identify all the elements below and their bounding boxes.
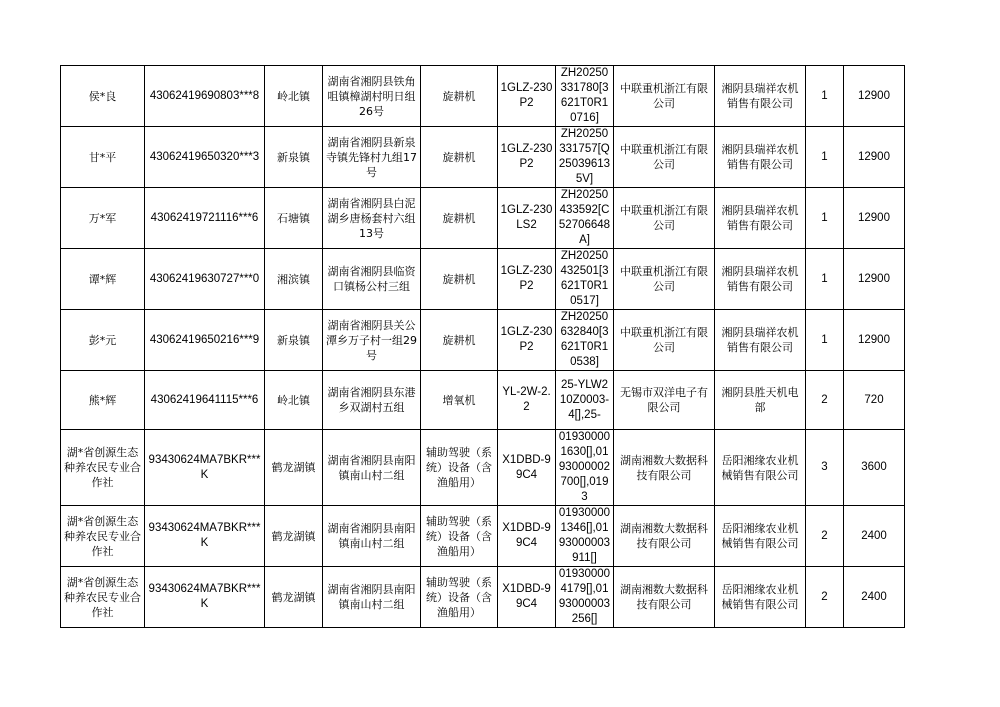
table-row <box>61 249 905 310</box>
manufacturer-cell: 湖南湘数大数据科技有限公司 <box>614 567 715 628</box>
model-cell: 1GLZ-230P2 <box>498 249 556 310</box>
town-cell: 湘滨镇 <box>265 249 323 310</box>
manufacturer-cell: 湖南湘数大数据科技有限公司 <box>614 430 715 506</box>
manufacturer-cell: 湖南湘数大数据科技有限公司 <box>614 506 715 567</box>
model-cell: X1DBD-99C4 <box>498 506 556 567</box>
applicant-name-cell: 谭*辉 <box>61 249 145 310</box>
dealer-cell: 岳阳湘缘农业机械销售有限公司 <box>715 430 806 506</box>
manufacturer-cell: 中联重机浙江有限公司 <box>614 66 715 127</box>
town-cell: 岭北镇 <box>265 371 323 430</box>
manufacturer-cell: 无锡市双洋电子有限公司 <box>614 371 715 430</box>
applicant-name-cell: 甘*平 <box>61 127 145 188</box>
quantity-cell: 1 <box>806 249 844 310</box>
applicant-name-cell: 湖*省创源生态种养农民专业合作社 <box>61 506 145 567</box>
serial-number-cell: ZH20250433592[C52706648A] <box>556 188 614 249</box>
table-row <box>61 430 905 506</box>
dealer-cell: 湘阴县瑞祥农机销售有限公司 <box>715 66 806 127</box>
quantity-cell: 1 <box>806 66 844 127</box>
machine-type-cell: 旋耕机 <box>421 188 498 249</box>
applicant-name-cell: 熊*辉 <box>61 371 145 430</box>
serial-number-cell: ZH20250632840[3621T0R10538] <box>556 310 614 371</box>
model-cell: 1GLZ-230P2 <box>498 127 556 188</box>
id-number-cell: 43062419630727***0 <box>145 249 265 310</box>
table-row <box>61 310 905 371</box>
dealer-cell: 湘阴县瑞祥农机销售有限公司 <box>715 127 806 188</box>
town-cell: 鹤龙湖镇 <box>265 430 323 506</box>
machine-type-cell: 辅助驾驶（系统）设备（含渔船用） <box>421 567 498 628</box>
id-number-cell: 43062419650320***3 <box>145 127 265 188</box>
subsidy-table <box>60 65 905 628</box>
quantity-cell: 2 <box>806 506 844 567</box>
serial-number-cell: 25-YLW210Z0003-4[],25- <box>556 371 614 430</box>
id-number-cell: 43062419690803***8 <box>145 66 265 127</box>
town-cell: 新泉镇 <box>265 310 323 371</box>
quantity-cell: 1 <box>806 188 844 249</box>
manufacturer-cell: 中联重机浙江有限公司 <box>614 127 715 188</box>
address-cell: 湖南省湘阴县新泉寺镇先锋村九组17号 <box>323 127 421 188</box>
manufacturer-cell: 中联重机浙江有限公司 <box>614 310 715 371</box>
model-cell: 1GLZ-230P2 <box>498 310 556 371</box>
id-number-cell: 93430624MA7BKR***K <box>145 567 265 628</box>
machine-type-cell: 旋耕机 <box>421 127 498 188</box>
town-cell: 新泉镇 <box>265 127 323 188</box>
subsidy-amount-cell: 12900 <box>844 127 905 188</box>
address-cell: 湖南省湘阴县东港乡双湖村五组 <box>323 371 421 430</box>
model-cell: YL-2W-2.2 <box>498 371 556 430</box>
address-cell: 湖南省湘阴县关公潭乡万子村一组29号 <box>323 310 421 371</box>
dealer-cell: 湘阴县瑞祥农机销售有限公司 <box>715 249 806 310</box>
subsidy-amount-cell: 12900 <box>844 249 905 310</box>
dealer-cell: 岳阳湘缘农业机械销售有限公司 <box>715 567 806 628</box>
machine-type-cell: 增氧机 <box>421 371 498 430</box>
address-cell: 湖南省湘阴县南阳镇南山村二组 <box>323 567 421 628</box>
address-cell: 湖南省湘阴县南阳镇南山村二组 <box>323 506 421 567</box>
quantity-cell: 3 <box>806 430 844 506</box>
table-row <box>61 188 905 249</box>
table-row <box>61 567 905 628</box>
serial-number-cell: 019300001346[],0193000003911[] <box>556 506 614 567</box>
quantity-cell: 2 <box>806 567 844 628</box>
dealer-cell: 岳阳湘缘农业机械销售有限公司 <box>715 506 806 567</box>
table-body <box>61 66 905 628</box>
address-cell: 湖南省湘阴县白泥湖乡唐杨套村六组13号 <box>323 188 421 249</box>
subsidy-amount-cell: 2400 <box>844 567 905 628</box>
subsidy-amount-cell: 12900 <box>844 188 905 249</box>
model-cell: X1DBD-99C4 <box>498 430 556 506</box>
id-number-cell: 43062419650216***9 <box>145 310 265 371</box>
id-number-cell: 93430624MA7BKR***K <box>145 430 265 506</box>
machine-type-cell: 旋耕机 <box>421 66 498 127</box>
manufacturer-cell: 中联重机浙江有限公司 <box>614 249 715 310</box>
model-cell: 1GLZ-230LS2 <box>498 188 556 249</box>
subsidy-amount-cell: 12900 <box>844 310 905 371</box>
dealer-cell: 湘阴县瑞祥农机销售有限公司 <box>715 188 806 249</box>
applicant-name-cell: 万*军 <box>61 188 145 249</box>
address-cell: 湖南省湘阴县临资口镇杨公村三组 <box>323 249 421 310</box>
machine-type-cell: 旋耕机 <box>421 310 498 371</box>
address-cell: 湖南省湘阴县南阳镇南山村二组 <box>323 430 421 506</box>
applicant-name-cell: 彭*元 <box>61 310 145 371</box>
serial-number-cell: ZH20250331780[3621T0R10716] <box>556 66 614 127</box>
model-cell: 1GLZ-230P2 <box>498 66 556 127</box>
machine-type-cell: 旋耕机 <box>421 249 498 310</box>
subsidy-amount-cell: 2400 <box>844 506 905 567</box>
applicant-name-cell: 湖*省创源生态种养农民专业合作社 <box>61 567 145 628</box>
table-row <box>61 506 905 567</box>
model-cell: X1DBD-99C4 <box>498 567 556 628</box>
serial-number-cell: ZH20250432501[3621T0R10517] <box>556 249 614 310</box>
table-row <box>61 127 905 188</box>
subsidy-amount-cell: 3600 <box>844 430 905 506</box>
town-cell: 鹤龙湖镇 <box>265 506 323 567</box>
machine-type-cell: 辅助驾驶（系统）设备（含渔船用） <box>421 430 498 506</box>
subsidy-amount-cell: 720 <box>844 371 905 430</box>
town-cell: 石塘镇 <box>265 188 323 249</box>
table-row <box>61 66 905 127</box>
town-cell: 鹤龙湖镇 <box>265 567 323 628</box>
id-number-cell: 43062419721116***6 <box>145 188 265 249</box>
applicant-name-cell: 侯*良 <box>61 66 145 127</box>
dealer-cell: 湘阴县瑞祥农机销售有限公司 <box>715 310 806 371</box>
town-cell: 岭北镇 <box>265 66 323 127</box>
quantity-cell: 1 <box>806 127 844 188</box>
id-number-cell: 43062419641115***6 <box>145 371 265 430</box>
dealer-cell: 湘阴县胜天机电部 <box>715 371 806 430</box>
serial-number-cell: 019300001630[],0193000002700[],0193 <box>556 430 614 506</box>
quantity-cell: 2 <box>806 371 844 430</box>
serial-number-cell: 019300004179[],0193000003256[] <box>556 567 614 628</box>
quantity-cell: 1 <box>806 310 844 371</box>
manufacturer-cell: 中联重机浙江有限公司 <box>614 188 715 249</box>
id-number-cell: 93430624MA7BKR***K <box>145 506 265 567</box>
machine-type-cell: 辅助驾驶（系统）设备（含渔船用） <box>421 506 498 567</box>
address-cell: 湖南省湘阴县铁角咀镇樟湖村明日组26号 <box>323 66 421 127</box>
table-row <box>61 371 905 430</box>
subsidy-amount-cell: 12900 <box>844 66 905 127</box>
serial-number-cell: ZH20250331757[Q250396135V] <box>556 127 614 188</box>
applicant-name-cell: 湖*省创源生态种养农民专业合作社 <box>61 430 145 506</box>
